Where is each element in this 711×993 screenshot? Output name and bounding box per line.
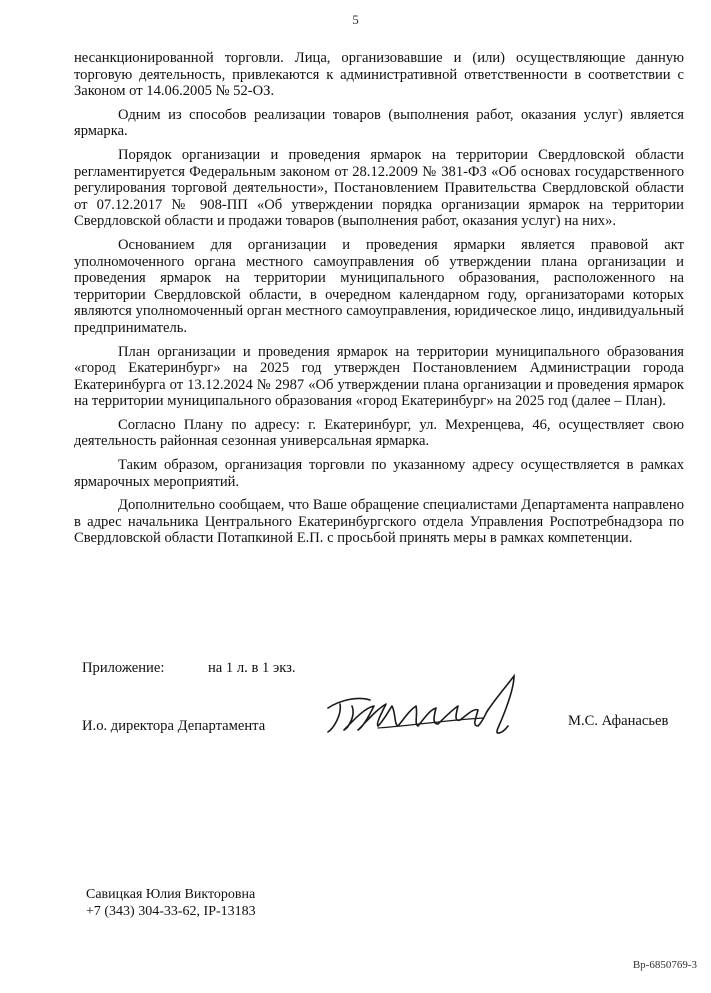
contact-name: Савицкая Юлия Викторовна <box>86 887 256 902</box>
page-number: 5 <box>352 12 359 27</box>
attachment-value: на 1 л. в 1 экз. <box>208 660 296 676</box>
signatory-title: И.о. директора Департамента <box>82 718 266 734</box>
paragraph-continuation: несанкционированной торговли. Лица, организовавшие и (или) осуществляющие данную торговую деятельность, привлекаются к административной ответственности в соответствии с Законом от 14.06.2005 № 52-ОЗ. <box>74 50 684 100</box>
paragraph-conclusion: Таким образом, организация торговли по указанному адресу осуществляется в рамках ярмарочных мероприятий. <box>74 457 684 490</box>
document-reference: Вр-6850769-3 <box>632 959 697 971</box>
handwritten-signature <box>318 670 528 750</box>
signatory-name: М.С. Афанасьев <box>568 713 669 729</box>
paragraph-regulation: Порядок организации и проведения ярмарок на территории Свердловской области регламентируется Федеральным законом от 28.12.2009 № 381-ФЗ «Об основах государственного регулирования торговой деятельности», Постановлением Правительства Свердловской области от 07.12.2017 № 908-ПП «Об утверждении порядка организации ярмарок на территории Свердловской области и продажи товаров (выполнения работ, оказания услуг) на них». <box>74 146 684 230</box>
contact-phone: +7 (343) 304-33-62, IP-13183 <box>86 904 256 919</box>
paragraph-legal-basis: Основанием для организации и проведения ярмарки является правовой акт уполномоченного органа местного самоуправления об утверждении плана организации и проведения ярмарок на территории муниципального образования, расположенного на территории Свердловской области, в очередном календарном году, организаторами которых являются уполномоченный орган местного самоуправления, юридическое лицо, индивидуальный предприниматель. <box>74 236 684 336</box>
letter-body <box>74 50 684 554</box>
paragraph-fair-definition: Одним из способов реализации товаров (выполнения работ, оказания услуг) является ярмарка. <box>74 106 684 140</box>
attachment-label: Приложение: <box>82 660 165 676</box>
paragraph-referral: Дополнительно сообщаем, что Ваше обращение специалистами Департамента направлено в адрес начальника Центрального Екатеринбургского отдела Управления Роспотребнадзора по Свердловской области Потапкиной Е.П. с просьбой принять меры в рамках компетенции. <box>74 497 684 547</box>
contact-block <box>86 886 256 920</box>
paragraph-address: Согласно Плану по адресу: г. Екатеринбург, ул. Мехренцева, 46, осуществляет свою деятельность районная сезонная универсальная ярмарка. <box>74 416 684 450</box>
paragraph-plan: План организации и проведения ярмарок на территории муниципального образования «город Екатеринбург» на 2025 год утвержден Постановлением Администрации города Екатеринбурга от 13.12.2024 № 2987 «Об утверждении плана организации и проведения ярмарок на территории муниципального образования «город Екатеринбург» на 2025 год (далее – План). <box>74 343 684 410</box>
attachment-line <box>82 660 296 677</box>
